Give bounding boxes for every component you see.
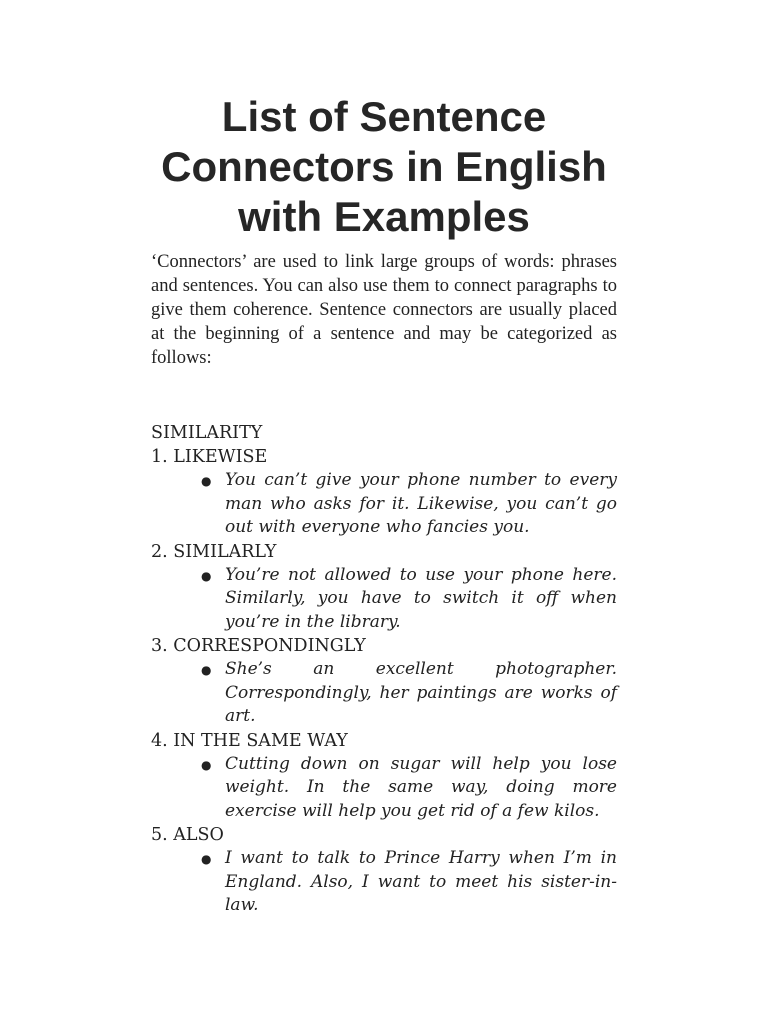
bullet-icon: ● bbox=[201, 474, 212, 488]
connector-heading: 2. SIMILARLY bbox=[151, 541, 277, 562]
example-sentence: She’s an excellent photographer. Correspondingly, her paintings are works of art. bbox=[225, 659, 617, 726]
intro-paragraph: ‘Connectors’ are used to link large groups of words: phrases and sentences. You can also use them to connect paragraphs to give them coherence. Sentence connectors are usually placed at the beginning of a sentence and may be categorized as follows: bbox=[151, 252, 617, 368]
example-sentence: Cutting down on sugar will help you lose weight. In the same way, doing more exercise will help you get rid of a few kilos. bbox=[225, 753, 617, 821]
connector-item bbox=[151, 634, 617, 729]
example-sentence: I want to talk to Prince Harry when I’m in England. Also, I want to meet his sister-in-law. bbox=[225, 848, 617, 915]
example-sentence: You’re not allowed to use your phone here. Similarly, you have to switch it off when you’re in the library. bbox=[225, 564, 617, 632]
bullet-icon: ● bbox=[201, 852, 212, 866]
connector-heading: 3. CORRESPONDINGLY bbox=[151, 636, 366, 656]
document-page bbox=[151, 92, 617, 918]
bullet-icon: ● bbox=[201, 663, 212, 677]
connector-item bbox=[151, 540, 617, 635]
title-line: with Examples bbox=[238, 193, 530, 240]
title-line: List of Sentence bbox=[221, 93, 547, 140]
example-bullet-item bbox=[151, 658, 617, 729]
section-heading: SIMILARITY bbox=[151, 423, 263, 443]
connector-item bbox=[151, 729, 617, 824]
example-bullet-item bbox=[151, 564, 617, 635]
connector-heading: 4. IN THE SAME WAY bbox=[151, 730, 348, 751]
page-title bbox=[151, 92, 617, 242]
example-bullet-item bbox=[151, 469, 617, 540]
connector-item bbox=[151, 445, 617, 540]
connector-heading: 1. LIKEWISE bbox=[151, 447, 268, 467]
example-bullet-item bbox=[151, 753, 617, 824]
example-sentence: You can’t give your phone number to every man who asks for it. Likewise, you can’t go out with everyone who fancies you. bbox=[225, 470, 617, 537]
example-bullet-item bbox=[151, 847, 617, 918]
connector-item bbox=[151, 823, 617, 918]
bullet-icon: ● bbox=[201, 757, 212, 772]
connector-heading: 5. ALSO bbox=[151, 825, 224, 845]
title-line: Connectors in English bbox=[161, 143, 607, 190]
bullet-icon: ● bbox=[201, 568, 212, 583]
